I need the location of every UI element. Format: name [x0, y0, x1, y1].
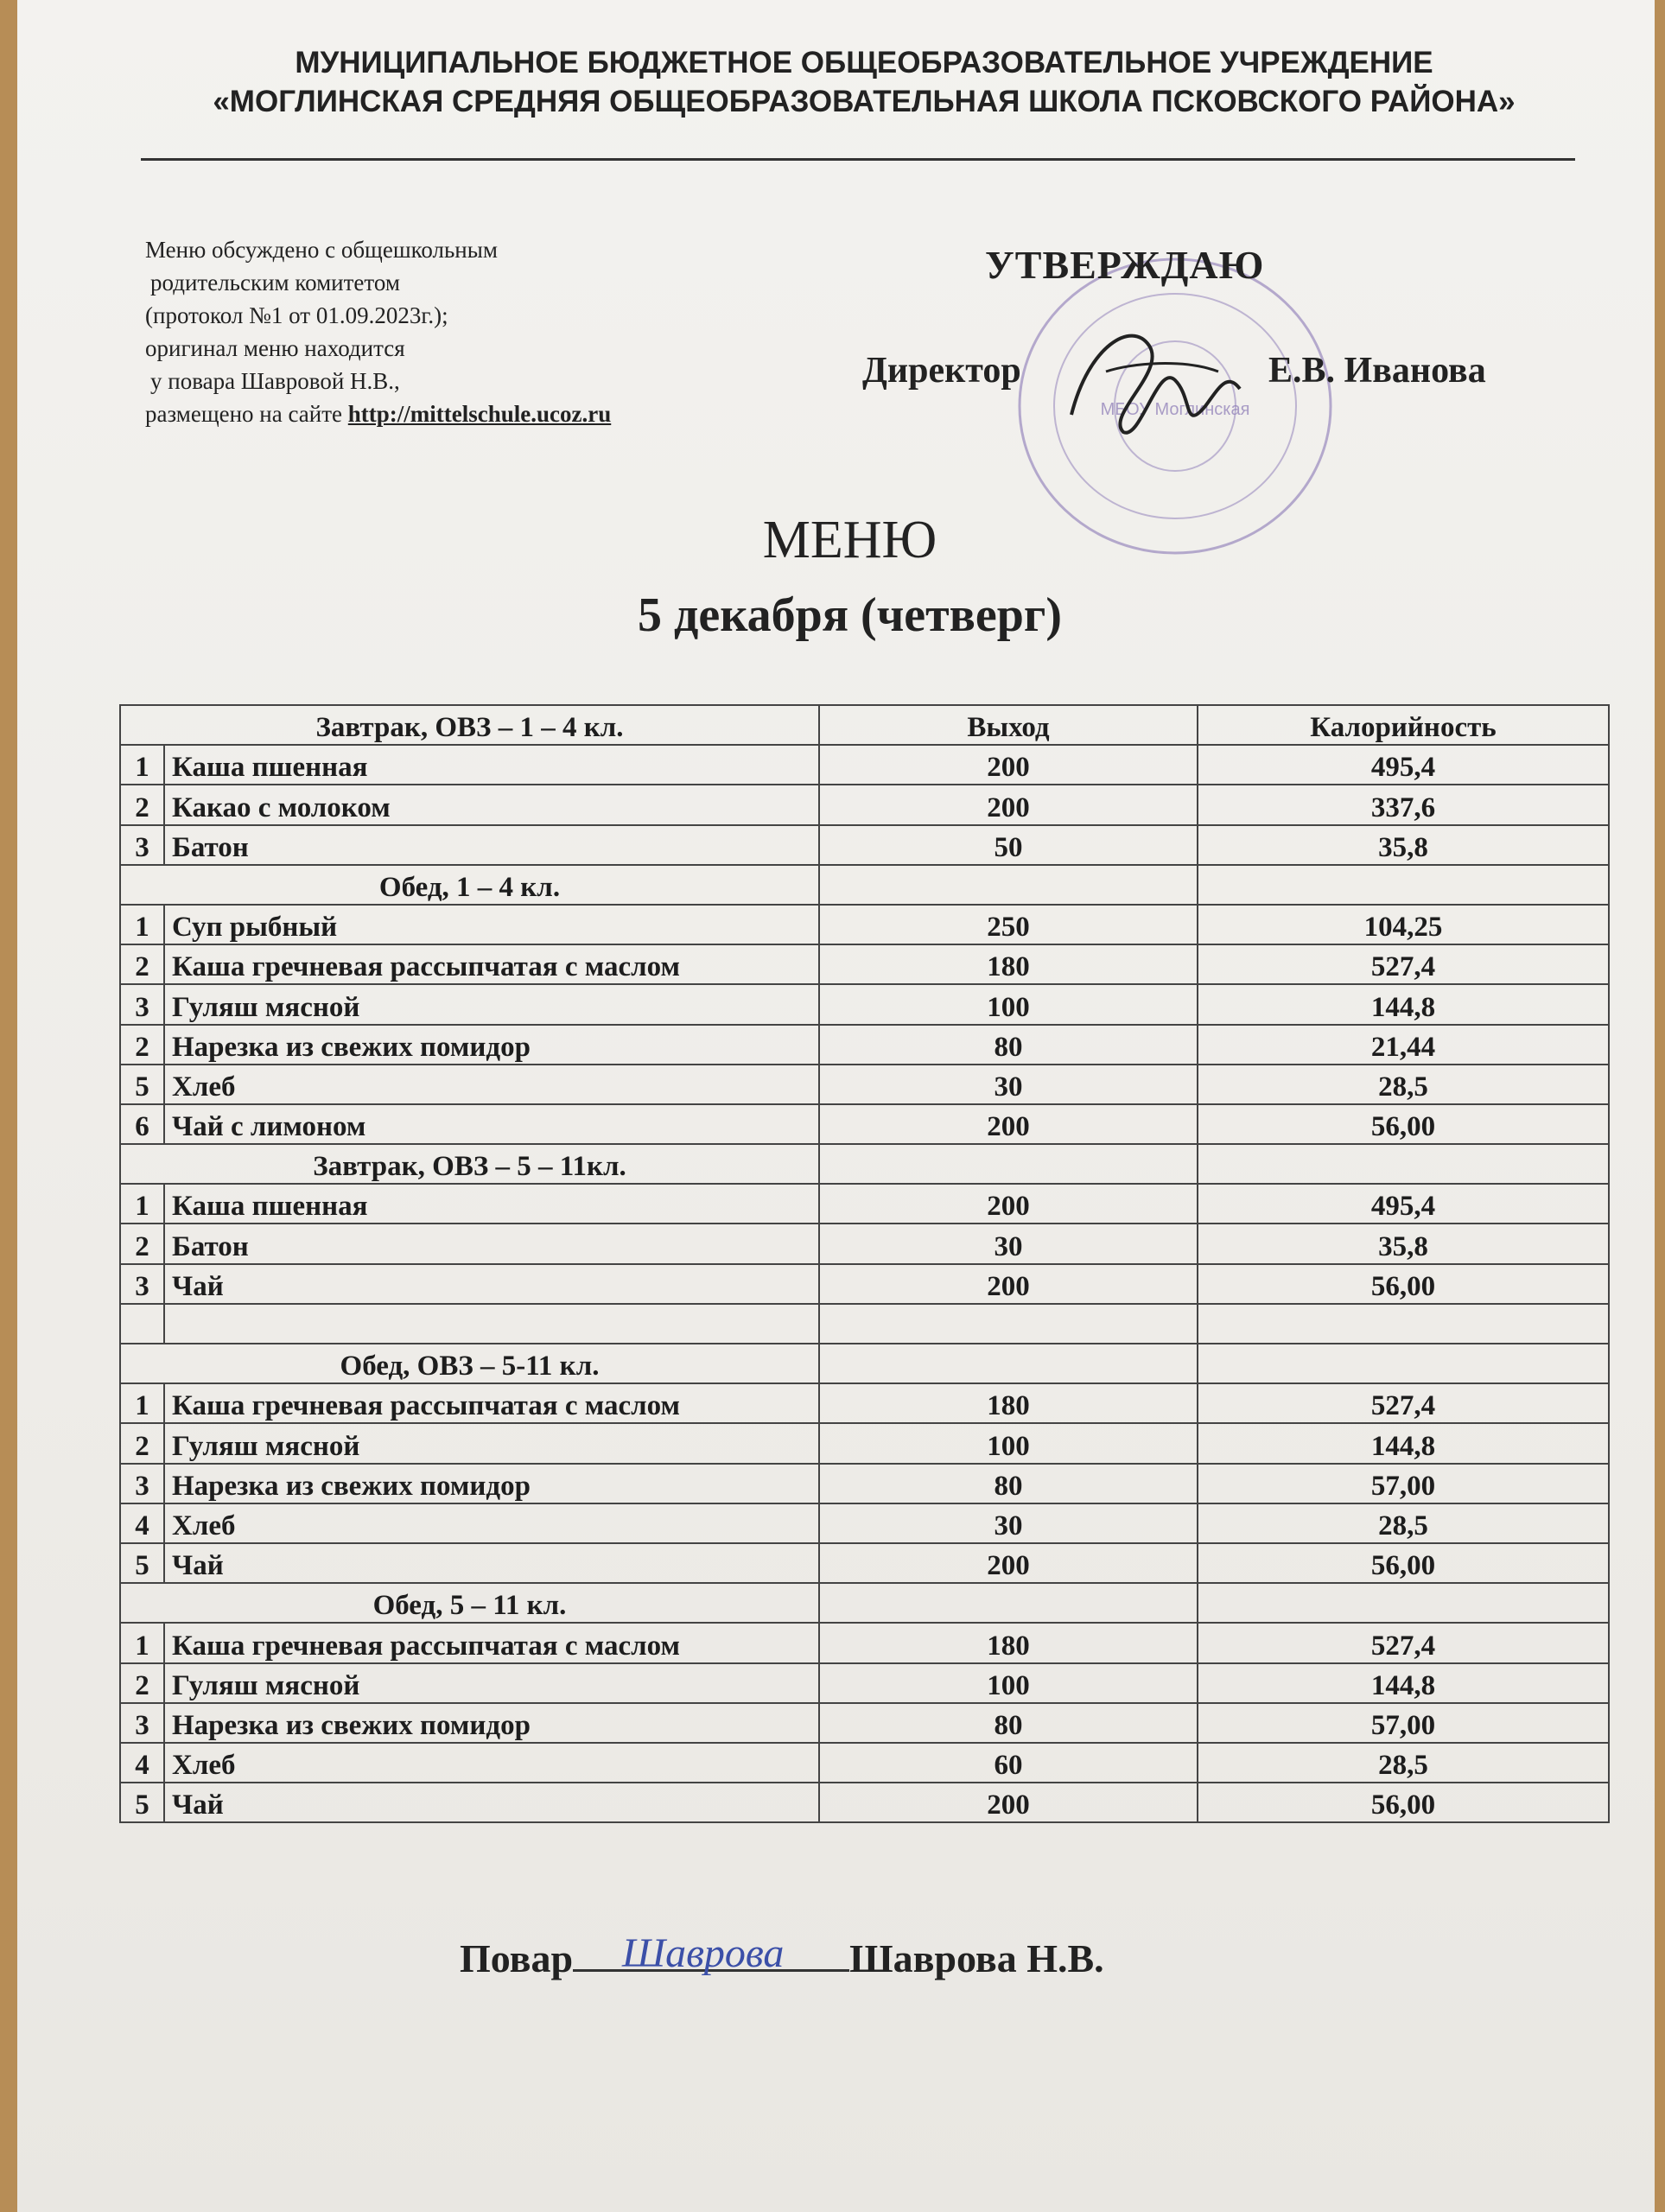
site-link[interactable]: http://mittelschule.ucoz.ru — [347, 401, 612, 427]
header-output: Выход — [819, 705, 1198, 745]
row-number: 1 — [120, 745, 164, 785]
note-line-2: родительским комитетом — [150, 270, 400, 296]
dish-output: 180 — [819, 1383, 1198, 1423]
row-number: 1 — [120, 1383, 164, 1423]
table-row — [120, 1543, 1609, 1583]
dish-output: 100 — [819, 984, 1198, 1024]
dish-name: Гуляш мясной — [164, 1663, 819, 1703]
dish-calories: 144,8 — [1198, 1423, 1609, 1463]
row-number: 3 — [120, 984, 164, 1024]
dish-output: 100 — [819, 1423, 1198, 1463]
cook-signature-text: Шаврова — [622, 1930, 785, 1976]
organization-header — [138, 43, 1590, 121]
table-header-row — [120, 705, 1609, 745]
dish-calories: 28,5 — [1198, 1503, 1609, 1543]
row-number: 2 — [120, 1423, 164, 1463]
dish-calories: 28,5 — [1198, 1743, 1609, 1783]
section-output-empty — [819, 1144, 1198, 1184]
menu-date: 5 декабря (четверг) — [638, 588, 1062, 642]
org-line-1: МУНИЦИПАЛЬНОЕ БЮДЖЕТНОЕ ОБЩЕОБРАЗОВАТЕЛЬНОЕ УЧРЕЖДЕНИЕ — [295, 46, 1433, 79]
dish-calories: 495,4 — [1198, 1184, 1609, 1224]
blank-row — [120, 1304, 1609, 1344]
dish-calories: 57,00 — [1198, 1703, 1609, 1743]
dish-name: Гуляш мясной — [164, 984, 819, 1024]
table-row — [120, 1383, 1609, 1423]
section-title: Обед, ОВЗ – 5-11 кл. — [120, 1344, 819, 1383]
note-line-6 — [145, 397, 611, 430]
approve-label: УТВЕРЖДАЮ — [985, 243, 1265, 287]
dish-name: Хлеб — [164, 1743, 819, 1783]
row-number: 4 — [120, 1743, 164, 1783]
table-row — [120, 984, 1609, 1024]
dish-name: Суп рыбный — [164, 905, 819, 944]
dish-output: 200 — [819, 1264, 1198, 1304]
table-row — [120, 1184, 1609, 1224]
dish-name: Каша гречневая рассыпчатая с маслом — [164, 1623, 819, 1662]
section-output-empty — [819, 1583, 1198, 1623]
note-line-4: оригинал меню находится — [145, 335, 405, 361]
dish-name: Гуляш мясной — [164, 1423, 819, 1463]
dish-output: 200 — [819, 745, 1198, 785]
cook-label: Повар — [460, 1936, 574, 1980]
dish-output: 30 — [819, 1224, 1198, 1263]
dish-name: Нарезка из свежих помидор — [164, 1025, 819, 1065]
dish-name: Чай — [164, 1783, 819, 1822]
dish-output: 200 — [819, 1104, 1198, 1144]
table-row — [120, 905, 1609, 944]
dish-output: 200 — [819, 1783, 1198, 1822]
row-number: 1 — [120, 1184, 164, 1224]
note-line-3: (протокол №1 от 01.09.2023г.); — [145, 302, 448, 328]
director-label: Директор — [862, 351, 1021, 391]
dish-calories: 527,4 — [1198, 944, 1609, 984]
dish-calories: 56,00 — [1198, 1543, 1609, 1583]
org-line-2: «МОГЛИНСКАЯ СРЕДНЯЯ ОБЩЕОБРАЗОВАТЕЛЬНАЯ ШКОЛА ПСКОВСКОГО РАЙОНА» — [213, 85, 1516, 118]
note-site-prefix: размещено на сайте — [145, 401, 343, 427]
row-number: 2 — [120, 1224, 164, 1263]
row-number: 2 — [120, 944, 164, 984]
dish-name: Батон — [164, 1224, 819, 1263]
dish-calories: 28,5 — [1198, 1065, 1609, 1104]
dish-name: Чай — [164, 1543, 819, 1583]
dish-calories: 104,25 — [1198, 905, 1609, 944]
section-output-empty — [819, 1344, 1198, 1383]
document-page — [17, 0, 1655, 2212]
table-row — [120, 1783, 1609, 1822]
row-number: 2 — [120, 785, 164, 824]
row-number: 2 — [120, 1025, 164, 1065]
dish-output: 50 — [819, 825, 1198, 865]
section-title: Обед, 5 – 11 кл. — [120, 1583, 819, 1623]
dish-name: Нарезка из свежих помидор — [164, 1703, 819, 1743]
table-row — [120, 1623, 1609, 1662]
row-number: 3 — [120, 825, 164, 865]
table-row — [120, 1224, 1609, 1263]
dish-calories: 144,8 — [1198, 1663, 1609, 1703]
dish-calories: 35,8 — [1198, 825, 1609, 865]
page-title: МЕНЮ — [762, 511, 937, 569]
header-calories: Калорийность — [1198, 705, 1609, 745]
table-row — [120, 944, 1609, 984]
dish-calories: 337,6 — [1198, 785, 1609, 824]
row-number: 5 — [120, 1783, 164, 1822]
row-number: 2 — [120, 1663, 164, 1703]
row-number: 3 — [120, 1464, 164, 1503]
dish-output: 80 — [819, 1025, 1198, 1065]
cook-signature — [613, 1925, 873, 1986]
dish-name: Каша пшенная — [164, 745, 819, 785]
blank-cell — [120, 1304, 164, 1344]
menu-table — [119, 704, 1610, 1823]
section-row — [120, 865, 1609, 905]
cook-name: Шаврова Н.В. — [849, 1936, 1104, 1980]
dish-output: 200 — [819, 1543, 1198, 1583]
dish-output: 30 — [819, 1065, 1198, 1104]
dish-output: 250 — [819, 905, 1198, 944]
table-row — [120, 1025, 1609, 1065]
dish-calories: 35,8 — [1198, 1224, 1609, 1263]
table-row — [120, 1423, 1609, 1463]
section-calories-empty — [1198, 1144, 1609, 1184]
dish-calories: 56,00 — [1198, 1104, 1609, 1144]
dish-calories: 144,8 — [1198, 984, 1609, 1024]
dish-output: 180 — [819, 1623, 1198, 1662]
dish-calories: 57,00 — [1198, 1464, 1609, 1503]
table-row — [120, 1264, 1609, 1304]
dish-name: Нарезка из свежих помидор — [164, 1464, 819, 1503]
table-row — [120, 1743, 1609, 1783]
dish-name: Какао с молоком — [164, 785, 819, 824]
section-calories-empty — [1198, 1583, 1609, 1623]
section-row — [120, 1583, 1609, 1623]
row-number: 1 — [120, 905, 164, 944]
dish-calories: 527,4 — [1198, 1623, 1609, 1662]
section-calories-empty — [1198, 865, 1609, 905]
dish-output: 200 — [819, 785, 1198, 824]
row-number: 5 — [120, 1543, 164, 1583]
row-number: 4 — [120, 1503, 164, 1543]
dish-name: Каша пшенная — [164, 1184, 819, 1224]
dish-output: 100 — [819, 1663, 1198, 1703]
dish-output: 60 — [819, 1743, 1198, 1783]
note-line-1: Меню обсуждено с общешкольным — [145, 237, 498, 263]
section-title: Завтрак, ОВЗ – 5 – 11кл. — [120, 1144, 819, 1184]
dish-calories: 56,00 — [1198, 1264, 1609, 1304]
table-row — [120, 1065, 1609, 1104]
dish-calories: 527,4 — [1198, 1383, 1609, 1423]
dish-output: 30 — [819, 1503, 1198, 1543]
approval-note — [145, 233, 611, 430]
row-number: 3 — [120, 1264, 164, 1304]
stamp-text: МБОУ Моглинская — [1100, 400, 1250, 419]
row-number: 3 — [120, 1703, 164, 1743]
director-signature — [1054, 311, 1253, 449]
section-row — [120, 1344, 1609, 1383]
row-number: 5 — [120, 1065, 164, 1104]
table-row — [120, 1663, 1609, 1703]
row-number: 1 — [120, 1623, 164, 1662]
table-row — [120, 745, 1609, 785]
dish-name: Каша гречневая рассыпчатая с маслом — [164, 1383, 819, 1423]
row-number: 6 — [120, 1104, 164, 1144]
dish-name: Каша гречневая рассыпчатая с маслом — [164, 944, 819, 984]
dish-output: 80 — [819, 1703, 1198, 1743]
table-row — [120, 825, 1609, 865]
blank-cell — [819, 1304, 1198, 1344]
dish-name: Чай — [164, 1264, 819, 1304]
section-calories-empty — [1198, 1344, 1609, 1383]
dish-output: 180 — [819, 944, 1198, 984]
header-meal: Завтрак, ОВЗ – 1 – 4 кл. — [120, 705, 819, 745]
dish-name: Хлеб — [164, 1503, 819, 1543]
section-title: Обед, 1 – 4 кл. — [120, 865, 819, 905]
dish-output: 80 — [819, 1464, 1198, 1503]
header-rule — [141, 158, 1575, 161]
dish-calories: 56,00 — [1198, 1783, 1609, 1822]
table-row — [120, 785, 1609, 824]
note-line-5: у повара Шавровой Н.В., — [150, 368, 400, 394]
section-row — [120, 1144, 1609, 1184]
blank-cell — [164, 1304, 819, 1344]
dish-name: Чай с лимоном — [164, 1104, 819, 1144]
table-row — [120, 1104, 1609, 1144]
section-output-empty — [819, 865, 1198, 905]
director-name: Е.В. Иванова — [1268, 351, 1486, 391]
dish-output: 200 — [819, 1184, 1198, 1224]
menu-table-body — [120, 745, 1609, 1822]
dish-calories: 21,44 — [1198, 1025, 1609, 1065]
dish-name: Хлеб — [164, 1065, 819, 1104]
table-row — [120, 1503, 1609, 1543]
blank-cell — [1198, 1304, 1609, 1344]
table-row — [120, 1464, 1609, 1503]
table-row — [120, 1703, 1609, 1743]
dish-calories: 495,4 — [1198, 745, 1609, 785]
dish-name: Батон — [164, 825, 819, 865]
